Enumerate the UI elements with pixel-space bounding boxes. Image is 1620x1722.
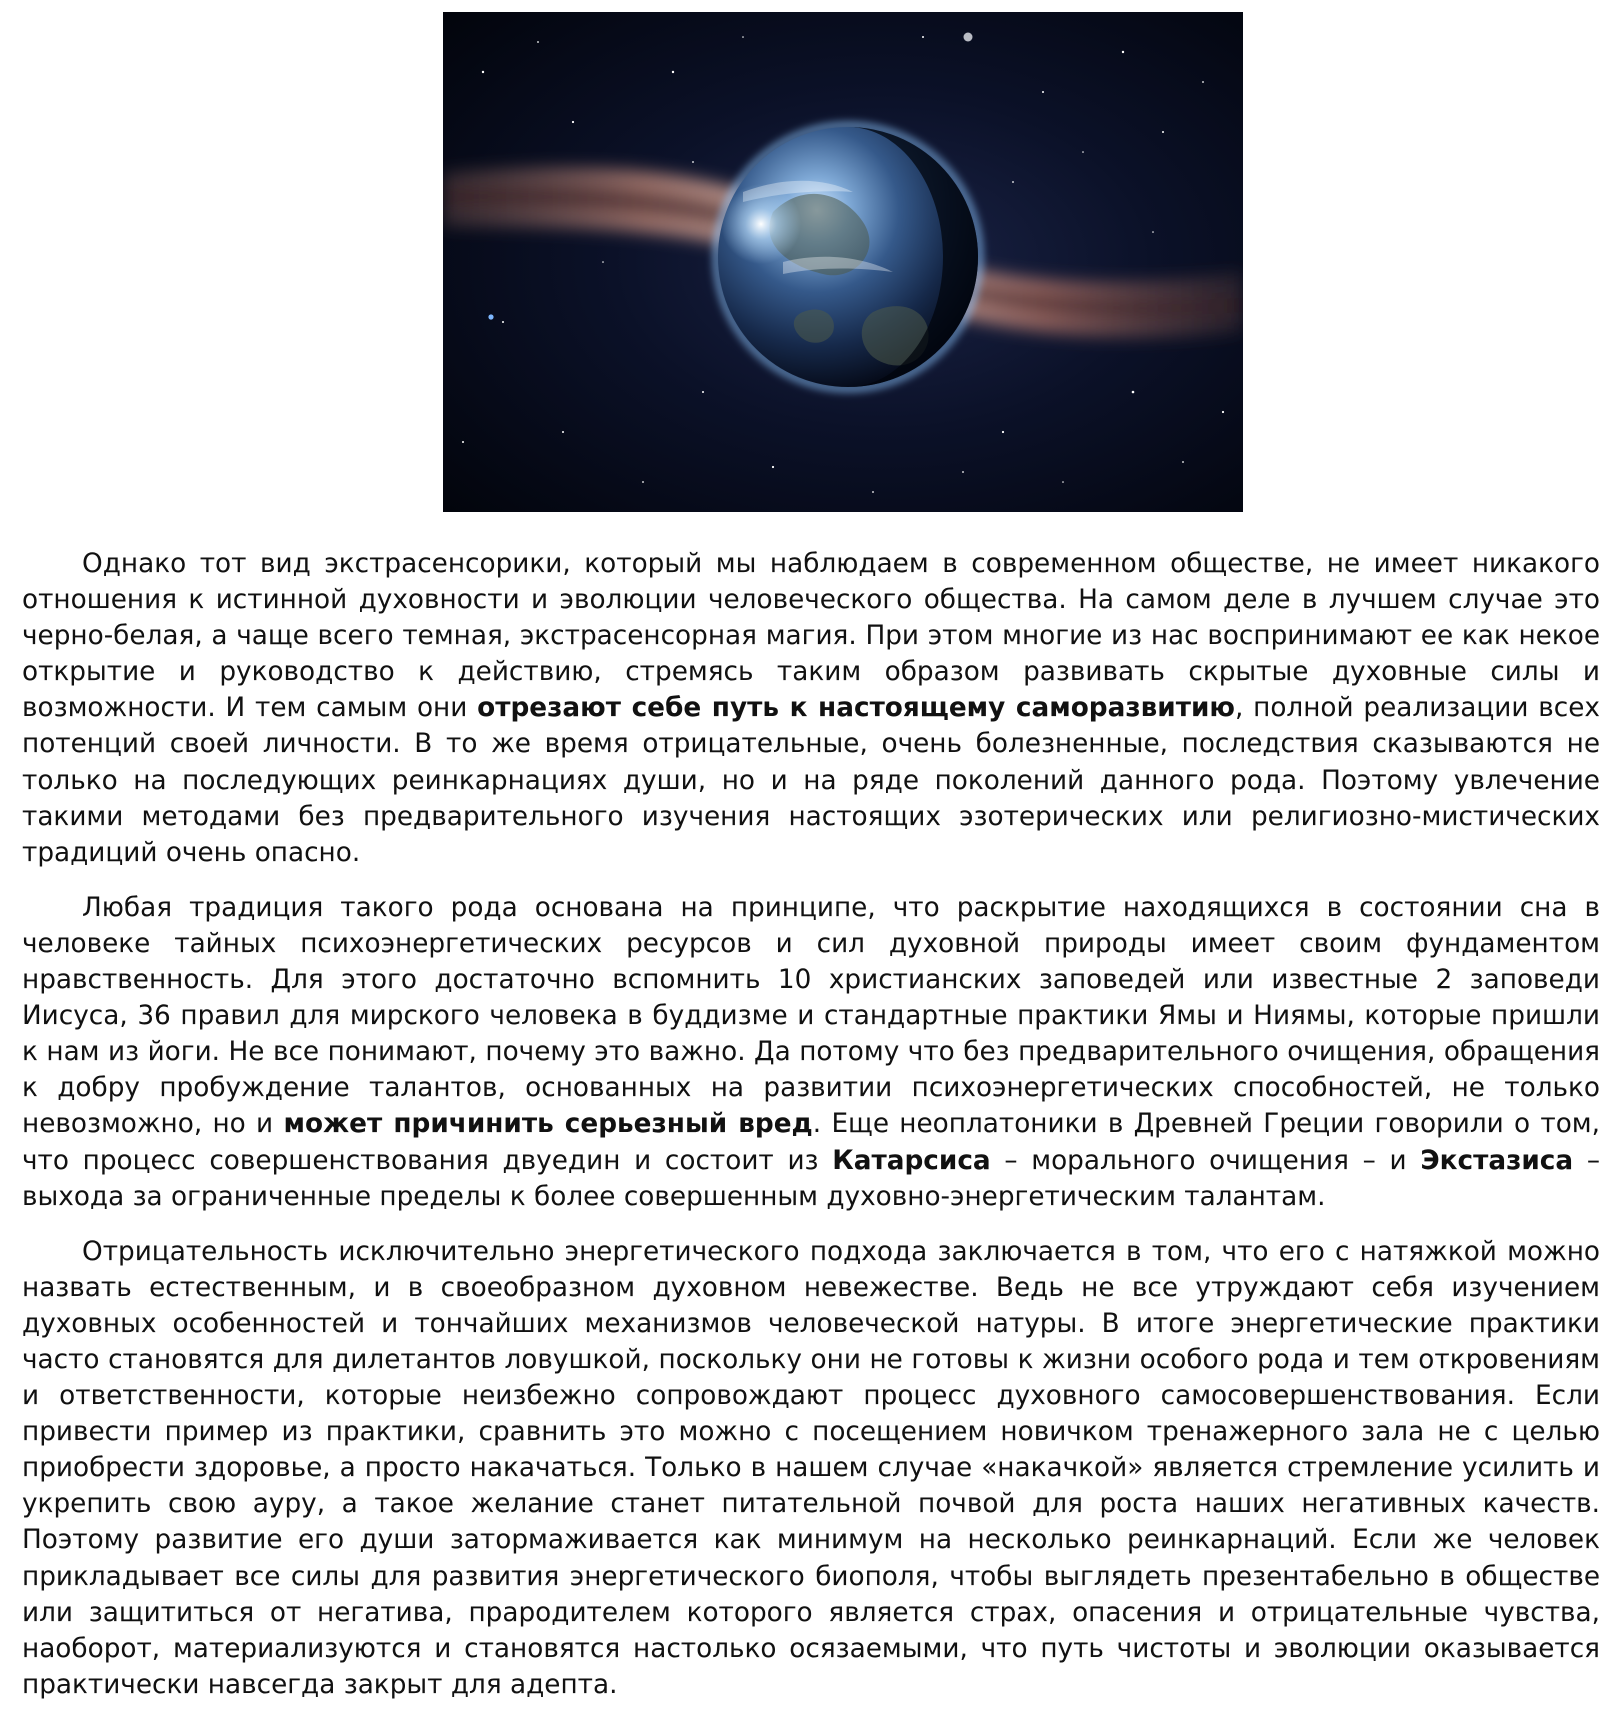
text-segment: , полной реализации всех потенций своей личности. В то же время отрицательные, очень болезненные, последствия сказываются не только на последующих реинкарнациях души, но и на ряде поколений данного рода. Поэтому увлечение такими методами без предварительного изучения настоящих эзотерических или религиозно-мистических традиций очень опасно.: [22, 693, 1600, 868]
text-segment: Любая традиция такого рода основана на принципе, что раскрытие находящихся в состоянии сна в человеке тайных психоэнергетических ресурсов и сил духовной природы имеет своим фундаментом нравственность. Для этого достаточно вспомнить 10 христианских заповедей или известные 2 заповеди Иисуса, 36 правил для мирского человека в буддизме и стандартные практики Ямы и Ниямы, которые пришли к нам из йоги. Не все понимают, почему это важно. Да потому что без предварительного очищения, обращения к добру пробуждение талантов, основанных на развитии психоэнергетических способностей, не только невозможно, но и: [22, 892, 1600, 1140]
text-segment: – морального очищения – и: [990, 1145, 1421, 1176]
planet: [708, 117, 988, 397]
text-segment: . Еще неоплатоники в Древней Греции говорили о том, что процесс совершенствования двуедин и состоит из: [22, 1109, 1601, 1176]
moon: [964, 33, 973, 42]
text-segment: Однако тот вид экстрасенсорики, который мы наблюдаем в современном обществе, не имеет никакого отношения к истинной духовности и эволюции человеческого общества. На самом деле в лучшем случае это черно-белая, а чаще всего темная, экстрасенсорная магия. При этом многие из нас воспринимают ее как некое открытие и руководство к действию, стремясь таким образом развивать скрытые духовные силы и возможности. И тем самым они: [22, 549, 1600, 724]
bold-term-katharsis: Катарсиса: [832, 1145, 991, 1176]
text-segment: Отрицательность исключительно энергетического подхода заключается в том, что его с натяжкой можно назвать естественным, и в своеобразном духовном невежестве. Ведь не все утруждают себя изучением духовных особенностей и тончайших механизмов человеческой натуры. В итоге энергетические практики часто становятся для дилетантов ловушкой, поскольку они не готовы к жизни особого рода и тем откровениям и ответственности, которые неизбежно сопровождают процесс духовного самосовершенствования. Если привести пример из практики, сравнить это можно с посещением новичком тренажерного зала не с целью приобрести здоровье, а просто накачаться. Только в нашем случае «накачкой» является стремление усилить и укрепить свою ауру, а такое желание станет питательной почвой для роста наших негативных качеств. Поэтому развитие его души затормаживается как минимум на несколько реинкарнаций. Если же человек прикладывает все силы для развития энергетического биополя, чтобы выглядеть презентабельно в обществе или защититься от негатива, прародителем которого является страх, опасения и отрицательные чувства, наоборот, материализуются и становятся настолько осязаемыми, что путь чистоты и эволюции оказывается практически навсегда закрыт для адепта.: [22, 1236, 1600, 1700]
planet-in-space-image: [443, 12, 1243, 512]
bold-term-ecstasis: Экстазиса: [1420, 1145, 1574, 1176]
bold-phrase: отрезают себе путь к настоящему саморазвитию: [477, 693, 1235, 724]
text-segment: – выхода за ограниченные пределы к более совершенным духовно-энергетическим талантам.: [22, 1145, 1600, 1212]
bold-phrase: может причинить серьезный вред: [283, 1109, 813, 1140]
paragraph-1: [22, 546, 1600, 871]
article-body: [22, 546, 1600, 1722]
paragraph-2: [22, 890, 1600, 1215]
paragraph-3: [22, 1234, 1600, 1703]
space-scene: [443, 12, 1243, 512]
